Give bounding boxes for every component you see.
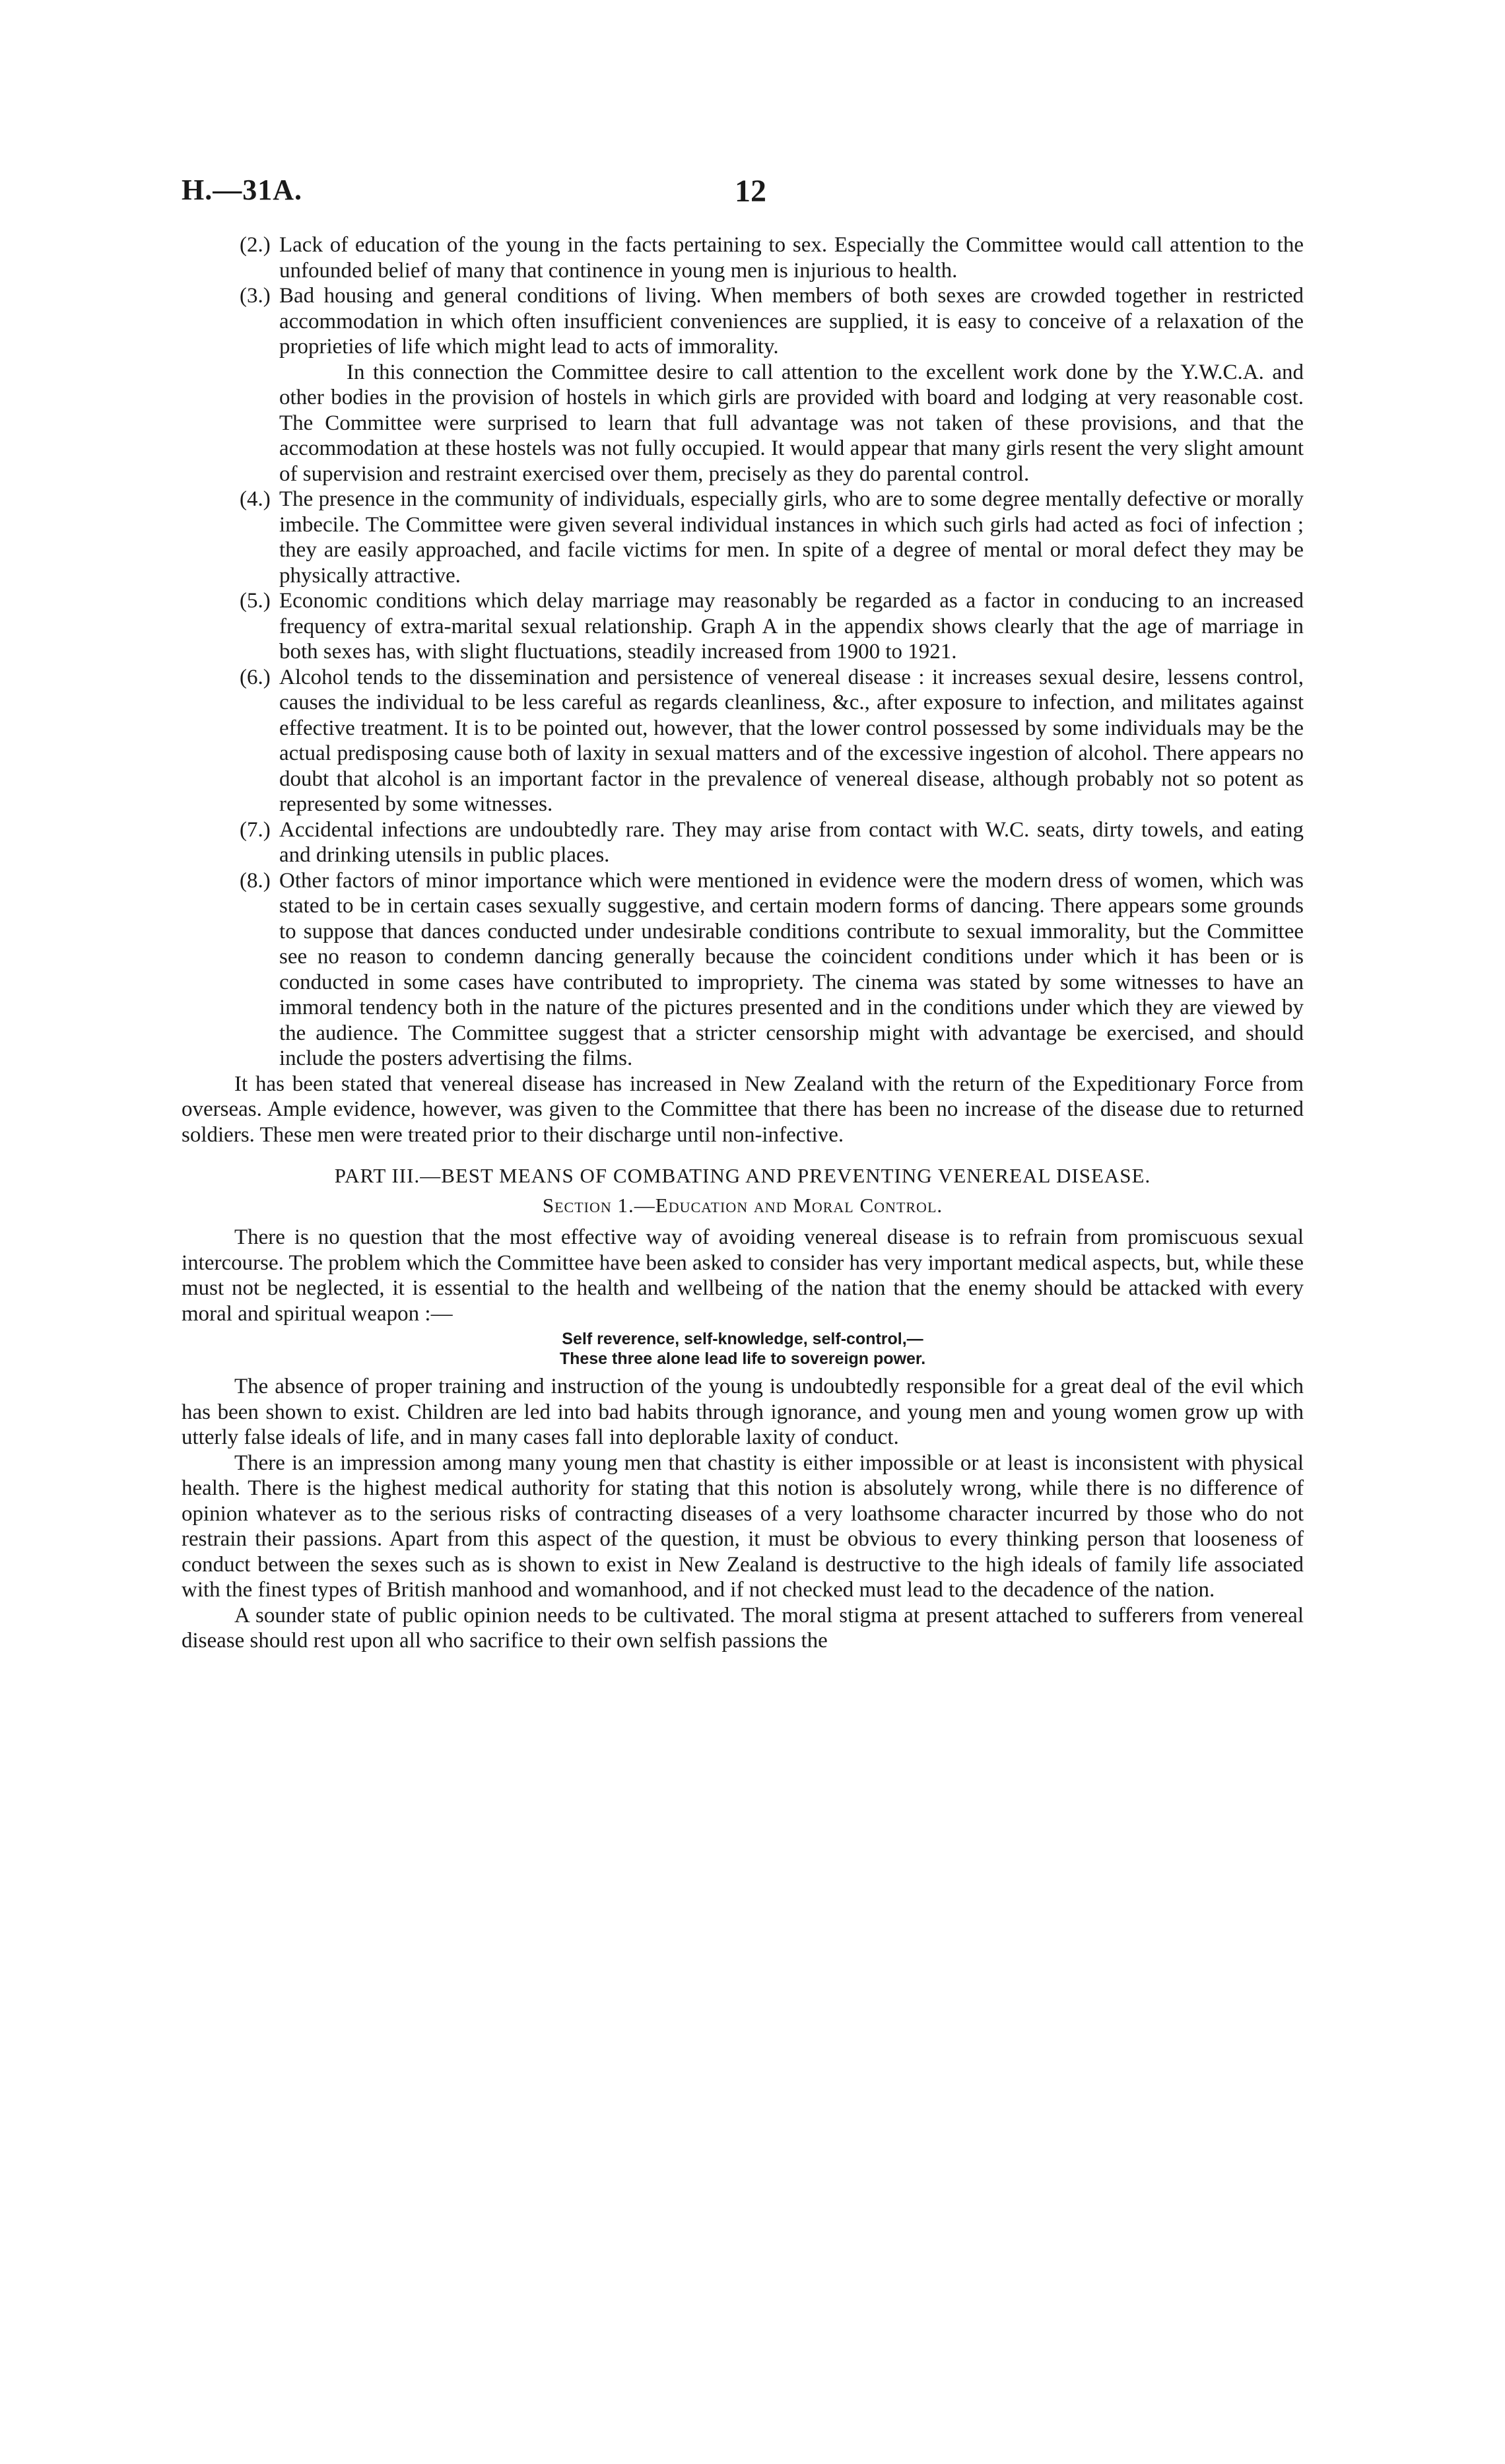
item-paragraph: Bad housing and general conditions of living. When members of both sexes are crowded together in restricted accommodation in which often insufficient conveniences are supplied, it is easy to conceive of a relaxation of the proprieties of life which might lead to acts of immorality. [279, 284, 1304, 359]
item-paragraph: Economic conditions which delay marriage may reasonably be regarded as a factor in conducing to an increased frequency of extra-marital sexual relationship. Graph A in the appendix shows clearly that the age of marriage in both sexes has, with slight fluctuations, steadily increased from 1900 to 1921. [279, 589, 1304, 664]
item-paragraph: Lack of education of the young in the facts pertaining to sex. Especially the Committee would call attention to the unfounded belief of many that continence in young men is injurious to health. [279, 233, 1304, 283]
item-number: (8.) [240, 868, 271, 893]
public-opinion-paragraph: A sounder state of public opinion needs to be cultivated. The moral stigma at present attached to sufferers from venereal disease should rest upon all who sacrifice to their own selfish passions the [182, 1603, 1304, 1653]
list-item [182, 232, 1304, 283]
item-paragraph: In this connection the Committee desire to call attention to the excellent work done by the Y.W.C.A. and other bodies in the provision of hostels in which girls are provided with board and lodging at very reasonable cost. The Committee were surprised to learn that full advantage was not taken of these provisions, and that the accommodation at these hostels was not fully occupied. It would appear that many girls resent the very slight amount of supervision and restraint exercised over them, precisely as they do parental control. [279, 360, 1304, 486]
item-number: (3.) [240, 284, 271, 308]
item-number: (4.) [240, 487, 271, 511]
page-header [182, 173, 1323, 213]
returned-soldiers-paragraph: It has been stated that venereal disease has increased in New Zealand with the return of the Expeditionary Force from overseas. Ample evidence, however, was given to the Committee that there has been no increase of the disease due to returned soldiers. These men were treated prior to their discharge until non-infective. [182, 1072, 1304, 1147]
section-heading: Section 1.—Education and Moral Control. [542, 1193, 943, 1217]
item-number: (5.) [240, 589, 271, 613]
item-paragraph: Other factors of minor importance which were mentioned in evidence were the modern dress of women, which was stated to be in certain cases sexually suggestive, and certain modern forms of dancing. There appears some grounds to suppose that dances conducted under undesirable conditions contribute to sexual immorality, but the Committee see no reason to condemn dancing generally because the coincident conditions under which it has been or is conducted in some cases have contributed to impropriety. The cinema was stated by some witnesses to have an immoral tendency both in the nature of the pictures presented and in the conditions under which they are viewed by the audience. The Committee suggest that a stricter censorship might with advantage be exercised, and should include the posters advertising the films. [279, 868, 1304, 1070]
item-number: (7.) [240, 817, 271, 842]
impression-paragraph: There is an impression among many young men that chastity is either impossible or at least is inconsistent with physical health. There is the highest medical authority for stating that this notion is absolutely wrong, while there is no difference of opinion whatever as to the serious risks of contracting diseases of a very loathsome character incurred by those who do not restrain their passions. Apart from this aspect of the question, it must be obvious to every thinking person that looseness of conduct between the sexes such as is shown to exist in New Zealand is destructive to the high ideals of family life associated with the finest types of British manhood and womanhood, and if not checked must lead to the decadence of the nation. [182, 1451, 1304, 1602]
list-item [182, 588, 1304, 665]
page-body [182, 232, 1304, 1654]
item-paragraph: Alcohol tends to the dissemination and persistence of venereal disease : it increases sexual desire, lessens control, causes the individual to be less careful as regards cleanliness, &c., after exposure to infection, and militates against effective treatment. It is to be pointed out, however, that the lower control possessed by some individuals may be the actual predisposing cause both of laxity in sexual matters and of the excessive ingestion of alcohol. There appears no doubt that alcohol is an important factor in the prevalence of venereal disease, although probably not so potent as represented by some witnesses. [279, 665, 1304, 816]
list-item [182, 283, 1304, 487]
education-paragraph: There is no question that the most effective way of avoiding venereal disease is to refrain from promiscuous sexual intercourse. The problem which the Committee have been asked to consider has very important medical aspects, but, while these must not be neglected, it is essential to the health and wellbeing of the nation that the enemy should be attacked with every moral and spiritual weapon :— [182, 1225, 1304, 1326]
item-number: (2.) [240, 233, 271, 257]
page-number: 12 [735, 174, 766, 209]
quotation-line: These three alone lead life to sovereign power. [559, 1350, 926, 1368]
list-item [182, 817, 1304, 868]
item-number: (6.) [240, 665, 271, 689]
item-paragraph: The presence in the community of individuals, especially girls, who are to some degree mentally defective or morally imbecile. The Committee were given several individual instances in which such girls had acted as foci of infection ; they are easily approached, and facile victims for men. In spite of a degree of mental or moral defect they may be physically attractive. [279, 487, 1304, 588]
quotation-line: Self reverence, self-knowledge, self-control,— [562, 1330, 923, 1348]
list-item [182, 665, 1304, 817]
item-paragraph: Accidental infections are undoubtedly rare. They may arise from contact with W.C. seats, dirty towels, and eating and drinking utensils in public places. [279, 817, 1304, 867]
list-item [182, 868, 1304, 1072]
list-item [182, 487, 1304, 588]
training-paragraph: The absence of proper training and instruction of the young is undoubtedly responsible for a great deal of the evil which has been shown to exist. Children are led into bad habits through ignorance, and young men and young women grow up with utterly false ideals of life, and in many cases fall into deplorable laxity of conduct. [182, 1375, 1304, 1449]
document-reference: H.—31A. [182, 174, 302, 206]
part-heading: PART III.—BEST MEANS OF COMBATING AND PREVENTING VENEREAL DISEASE. [334, 1164, 1151, 1187]
quotation [182, 1329, 1304, 1369]
